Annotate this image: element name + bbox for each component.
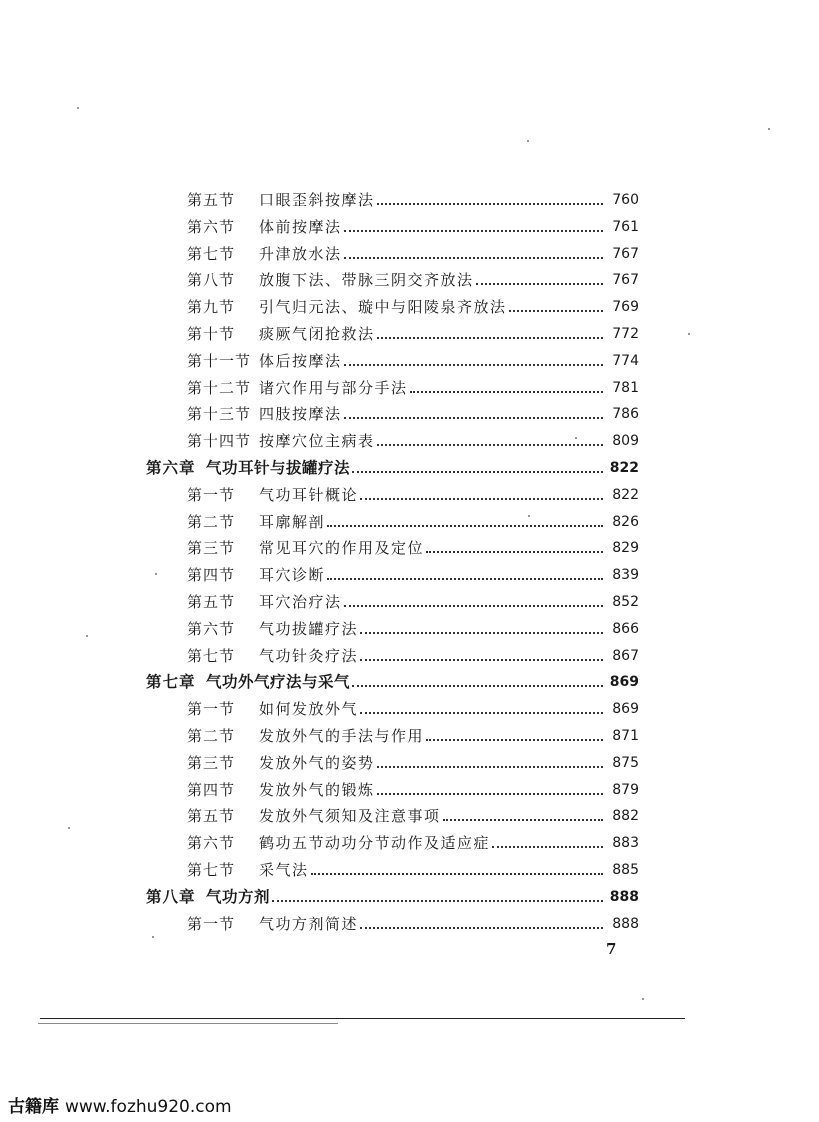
toc-section-entry[interactable]: [187, 749, 639, 773]
entry-title: 气功耳针与拔罐疗法: [206, 458, 351, 477]
site-footer: [8, 1092, 232, 1117]
entry-page-number: 772: [612, 326, 639, 342]
toc-section-entry[interactable]: [187, 427, 639, 451]
scan-speck: [528, 515, 530, 517]
entry-title: 发放外气须知及注意事项: [259, 807, 441, 826]
entry-title: 引气归元法、璇中与阳陵泉齐放法: [259, 298, 507, 317]
entry-label: 第六节: [187, 619, 236, 638]
entry-page-number: 888: [609, 888, 639, 905]
toc-section-entry[interactable]: [187, 615, 639, 639]
scan-speck: [575, 437, 577, 439]
entry-page-number: 822: [612, 486, 639, 503]
entry-title: 痰厥气闭抢救法: [259, 325, 375, 343]
dot-leader: [476, 282, 603, 285]
toc-section-entry[interactable]: [187, 722, 639, 746]
dot-leader: [443, 818, 603, 821]
toc-section-entry[interactable]: [187, 320, 639, 344]
dot-leader: [410, 390, 603, 393]
entry-title: 发放外气的姿势: [259, 753, 375, 772]
dot-leader: [352, 470, 603, 473]
entry-label: 第一节: [187, 914, 236, 933]
entry-title: 放腹下法、带脉三阴交齐放法: [259, 271, 474, 290]
dot-leader: [360, 711, 603, 714]
entry-label: 第三节: [187, 753, 236, 772]
toc-section-entry[interactable]: [187, 213, 639, 237]
footer-url[interactable]: www.fozhu920.com: [65, 1097, 232, 1117]
footer-brand: 古籍库: [8, 1097, 59, 1117]
dot-leader: [352, 684, 603, 687]
entry-label: 第二节: [187, 512, 236, 531]
scan-speck: [68, 827, 70, 829]
scan-speck: [642, 998, 644, 1000]
entry-title: 耳穴诊断: [259, 566, 326, 585]
toc-section-entry[interactable]: [187, 481, 639, 505]
entry-title: 四肢按摩法: [259, 405, 342, 424]
bottom-rule: [40, 1018, 685, 1019]
entry-label: 第三节: [187, 539, 236, 558]
entry-title: 鹤功五节动功分节动作及适应症: [259, 834, 491, 853]
entry-title: 发放外气的锻炼: [259, 780, 375, 799]
entry-page-number: 871: [612, 728, 639, 744]
entry-label: 第九节: [187, 298, 236, 317]
entry-page-number: 869: [612, 701, 639, 718]
entry-label: 第十节: [187, 325, 236, 343]
scan-speck: [768, 128, 770, 130]
entry-label: 第十三节: [187, 405, 252, 424]
dot-leader: [327, 577, 603, 580]
dot-leader: [311, 872, 603, 875]
dot-leader: [344, 229, 603, 232]
toc-section-entry[interactable]: [187, 802, 639, 826]
entry-title: 常见耳穴的作用及定位: [259, 539, 425, 558]
entry-label: 第七章: [146, 672, 196, 692]
toc-section-entry[interactable]: [187, 293, 639, 317]
entry-label: 第四节: [187, 566, 236, 585]
entry-label: 第七节: [187, 244, 236, 263]
entry-title: 气功拔罐疗法: [259, 619, 359, 638]
entry-page-number: 769: [612, 299, 639, 316]
scan-speck: [152, 936, 154, 938]
dot-leader: [344, 604, 603, 607]
toc-section-entry[interactable]: [187, 856, 639, 880]
entry-label: 第六节: [187, 834, 236, 853]
scan-speck: [155, 573, 157, 575]
dot-leader: [377, 792, 603, 795]
dot-leader: [492, 845, 603, 848]
entry-label: 第十一节: [187, 351, 252, 370]
entry-title: 体前按摩法: [259, 217, 342, 236]
entry-page-number: 875: [612, 754, 639, 771]
scan-speck: [77, 107, 79, 109]
dot-leader: [360, 497, 603, 500]
entry-page-number: 829: [612, 540, 639, 557]
entry-label: 第七节: [187, 646, 236, 665]
toc-chapter-entry[interactable]: [146, 668, 639, 692]
dot-leader: [377, 443, 603, 446]
entry-page-number: 866: [612, 620, 639, 637]
entry-label: 第十二节: [187, 378, 252, 397]
dot-leader: [327, 524, 603, 527]
entry-label: 第二节: [187, 727, 236, 745]
dot-leader: [377, 202, 603, 205]
entry-title: 口眼歪斜按摩法: [259, 191, 375, 209]
entry-title: 耳穴治疗法: [259, 593, 342, 611]
dot-leader: [360, 631, 603, 634]
page-number: 7: [606, 940, 617, 958]
entry-title: 气功耳针概论: [259, 485, 359, 504]
dot-leader: [377, 765, 603, 768]
dot-leader: [377, 336, 603, 339]
entry-page-number: 882: [612, 808, 639, 825]
toc-section-entry[interactable]: [187, 186, 639, 210]
toc-section-entry[interactable]: [187, 374, 639, 398]
entry-title: 气功针灸疗法: [259, 646, 359, 665]
entry-page-number: 879: [612, 781, 639, 798]
toc-section-entry[interactable]: [187, 240, 639, 264]
dot-leader: [360, 658, 603, 661]
dot-leader: [360, 926, 603, 929]
toc-section-entry[interactable]: [187, 508, 639, 532]
scan-speck: [688, 333, 690, 335]
toc-section-entry[interactable]: [187, 910, 639, 934]
entry-page-number: 869: [609, 674, 639, 691]
toc-section-entry[interactable]: [187, 400, 639, 424]
toc-section-entry[interactable]: [187, 561, 639, 585]
entry-label: 第八节: [187, 271, 236, 290]
dot-leader: [509, 309, 603, 312]
dot-leader: [344, 416, 603, 419]
dot-leader: [272, 899, 603, 902]
scan-speck: [527, 140, 529, 142]
entry-title: 气功外气疗法与采气: [206, 672, 351, 692]
entry-title: 升津放水法: [259, 244, 342, 263]
entry-page-number: 786: [612, 406, 639, 423]
entry-title: 气功方剂简述: [259, 914, 359, 933]
entry-page-number: 867: [612, 647, 639, 664]
toc-section-entry[interactable]: [187, 642, 639, 666]
entry-label: 第一节: [187, 485, 236, 504]
toc-section-entry[interactable]: [187, 347, 639, 371]
entry-label: 第十四节: [187, 432, 252, 451]
toc-section-entry[interactable]: [187, 588, 639, 612]
entry-label: 第八章: [146, 886, 196, 906]
entry-page-number: 774: [612, 352, 639, 369]
toc-section-entry[interactable]: [187, 695, 639, 719]
entry-page-number: 885: [612, 862, 639, 878]
entry-label: 第六节: [187, 217, 236, 236]
entry-label: 第四节: [187, 780, 236, 799]
toc-section-entry[interactable]: [187, 266, 639, 290]
toc-chapter-entry[interactable]: [146, 454, 639, 478]
scan-speck: [86, 635, 88, 637]
entry-label: 第六章: [146, 458, 196, 477]
entry-page-number: 760: [612, 192, 639, 208]
entry-page-number: 767: [612, 245, 639, 262]
entry-title: 发放外气的手法与作用: [259, 727, 425, 745]
entry-title: 诸穴作用与部分手法: [259, 378, 408, 397]
dot-leader: [344, 256, 603, 259]
toc-chapter-entry[interactable]: [146, 883, 639, 907]
entry-title: 耳廓解剖: [259, 512, 326, 531]
entry-title: 如何发放外气: [259, 700, 359, 719]
entry-page-number: 888: [612, 915, 639, 932]
entry-title: 气功方剂: [206, 886, 271, 906]
toc-section-entry[interactable]: [187, 534, 639, 558]
entry-page-number: 839: [612, 567, 639, 584]
entry-page-number: 852: [612, 594, 639, 610]
entry-label: 第五节: [187, 807, 236, 826]
dot-leader: [426, 550, 603, 553]
entry-label: 第五节: [187, 593, 236, 611]
entry-page-number: 883: [612, 835, 639, 852]
dot-leader: [426, 738, 603, 741]
entry-label: 第七节: [187, 861, 236, 879]
toc-section-entry[interactable]: [187, 776, 639, 800]
entry-page-number: 781: [612, 379, 639, 396]
bottom-rule-secondary: [38, 1023, 338, 1024]
entry-page-number: 809: [612, 433, 639, 450]
dot-leader: [344, 363, 603, 366]
entry-page-number: 822: [609, 460, 639, 476]
entry-label: 第五节: [187, 191, 236, 209]
toc-section-entry[interactable]: [187, 829, 639, 853]
entry-page-number: 761: [612, 218, 639, 235]
entry-title: 按摩穴位主病表: [259, 432, 375, 451]
entry-label: 第一节: [187, 700, 236, 719]
entry-title: 体后按摩法: [259, 351, 342, 370]
entry-title: 采气法: [259, 861, 309, 879]
entry-page-number: 767: [612, 272, 639, 289]
entry-page-number: 826: [612, 513, 639, 530]
